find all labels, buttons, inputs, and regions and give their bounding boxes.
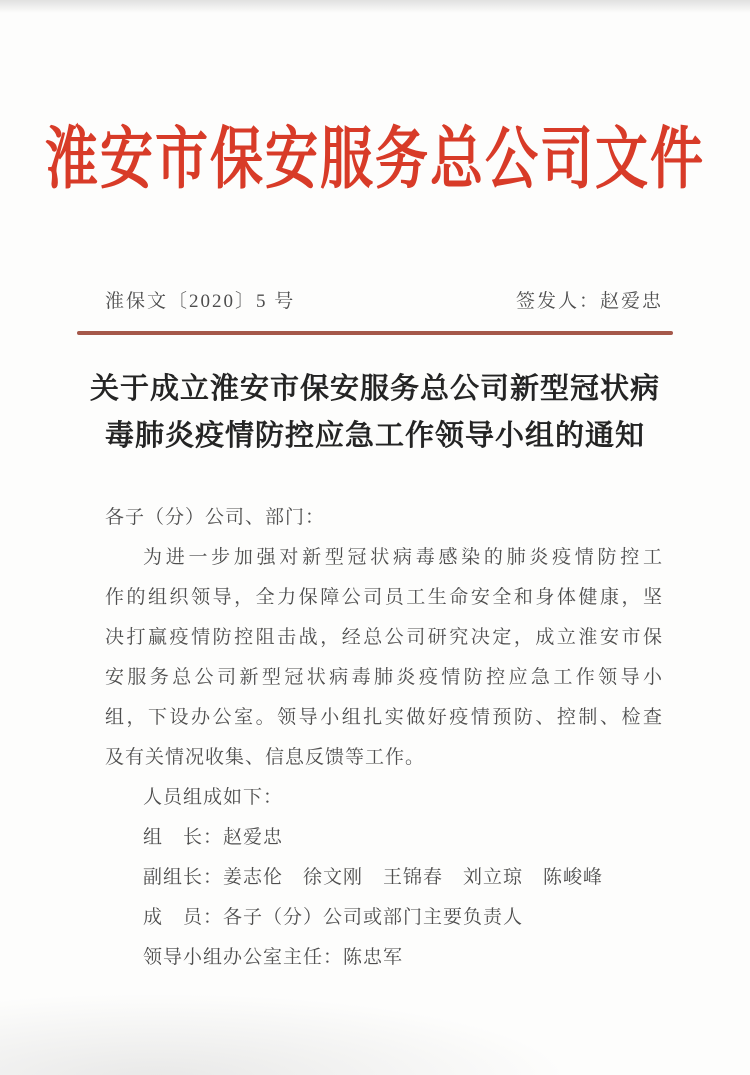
roster-heading: 人员组成如下： xyxy=(143,787,284,808)
body-line: 为进一步加强对新型冠状病毒感染的肺炎疫情防控工 xyxy=(143,547,663,568)
issuer-name: 签发人：赵爱忠 xyxy=(515,291,663,312)
scan-smudge xyxy=(0,995,560,1075)
body-line: 及有关情况收集、信息反馈等工作。 xyxy=(105,747,426,768)
notice-title xyxy=(60,366,690,460)
letterhead-title: 淮安市保安服务总公司文件 xyxy=(45,123,705,198)
body-line: 组，下设办公室。领导小组扎实做好疫情预防、控制、检查 xyxy=(105,707,663,728)
roster-office-head: 领导小组办公室主任：陈忠军 xyxy=(143,947,404,968)
body-line: 决打赢疫情防控阻击战，经总公司研究决定，成立淮安市保 xyxy=(105,627,663,648)
body-line: 安服务总公司新型冠状病毒肺炎疫情防控应急工作领导小 xyxy=(105,667,663,688)
roster-leader: 组 长：赵爱忠 xyxy=(143,827,284,848)
notice-body xyxy=(105,498,663,978)
doc-meta-row xyxy=(105,286,663,313)
red-divider-line xyxy=(77,331,673,335)
notice-title-line-2: 毒肺炎疫情防控应急工作领导小组的通知 xyxy=(104,420,645,452)
notice-title-line-1: 关于成立淮安市保安服务总公司新型冠状病 xyxy=(89,373,660,405)
scan-edge-shadow xyxy=(0,0,750,13)
salutation: 各子（分）公司、部门： xyxy=(105,507,326,528)
roster-deputies: 副组长：姜志伦 徐文刚 王锦春 刘立琼 陈峻峰 xyxy=(143,867,604,888)
body-line: 作的组织领导，全力保障公司员工生命安全和身体健康，坚 xyxy=(105,587,663,608)
doc-number: 淮保文〔2020〕5 号 xyxy=(105,291,296,312)
roster-members: 成 员：各子（分）公司或部门主要负责人 xyxy=(143,907,524,928)
